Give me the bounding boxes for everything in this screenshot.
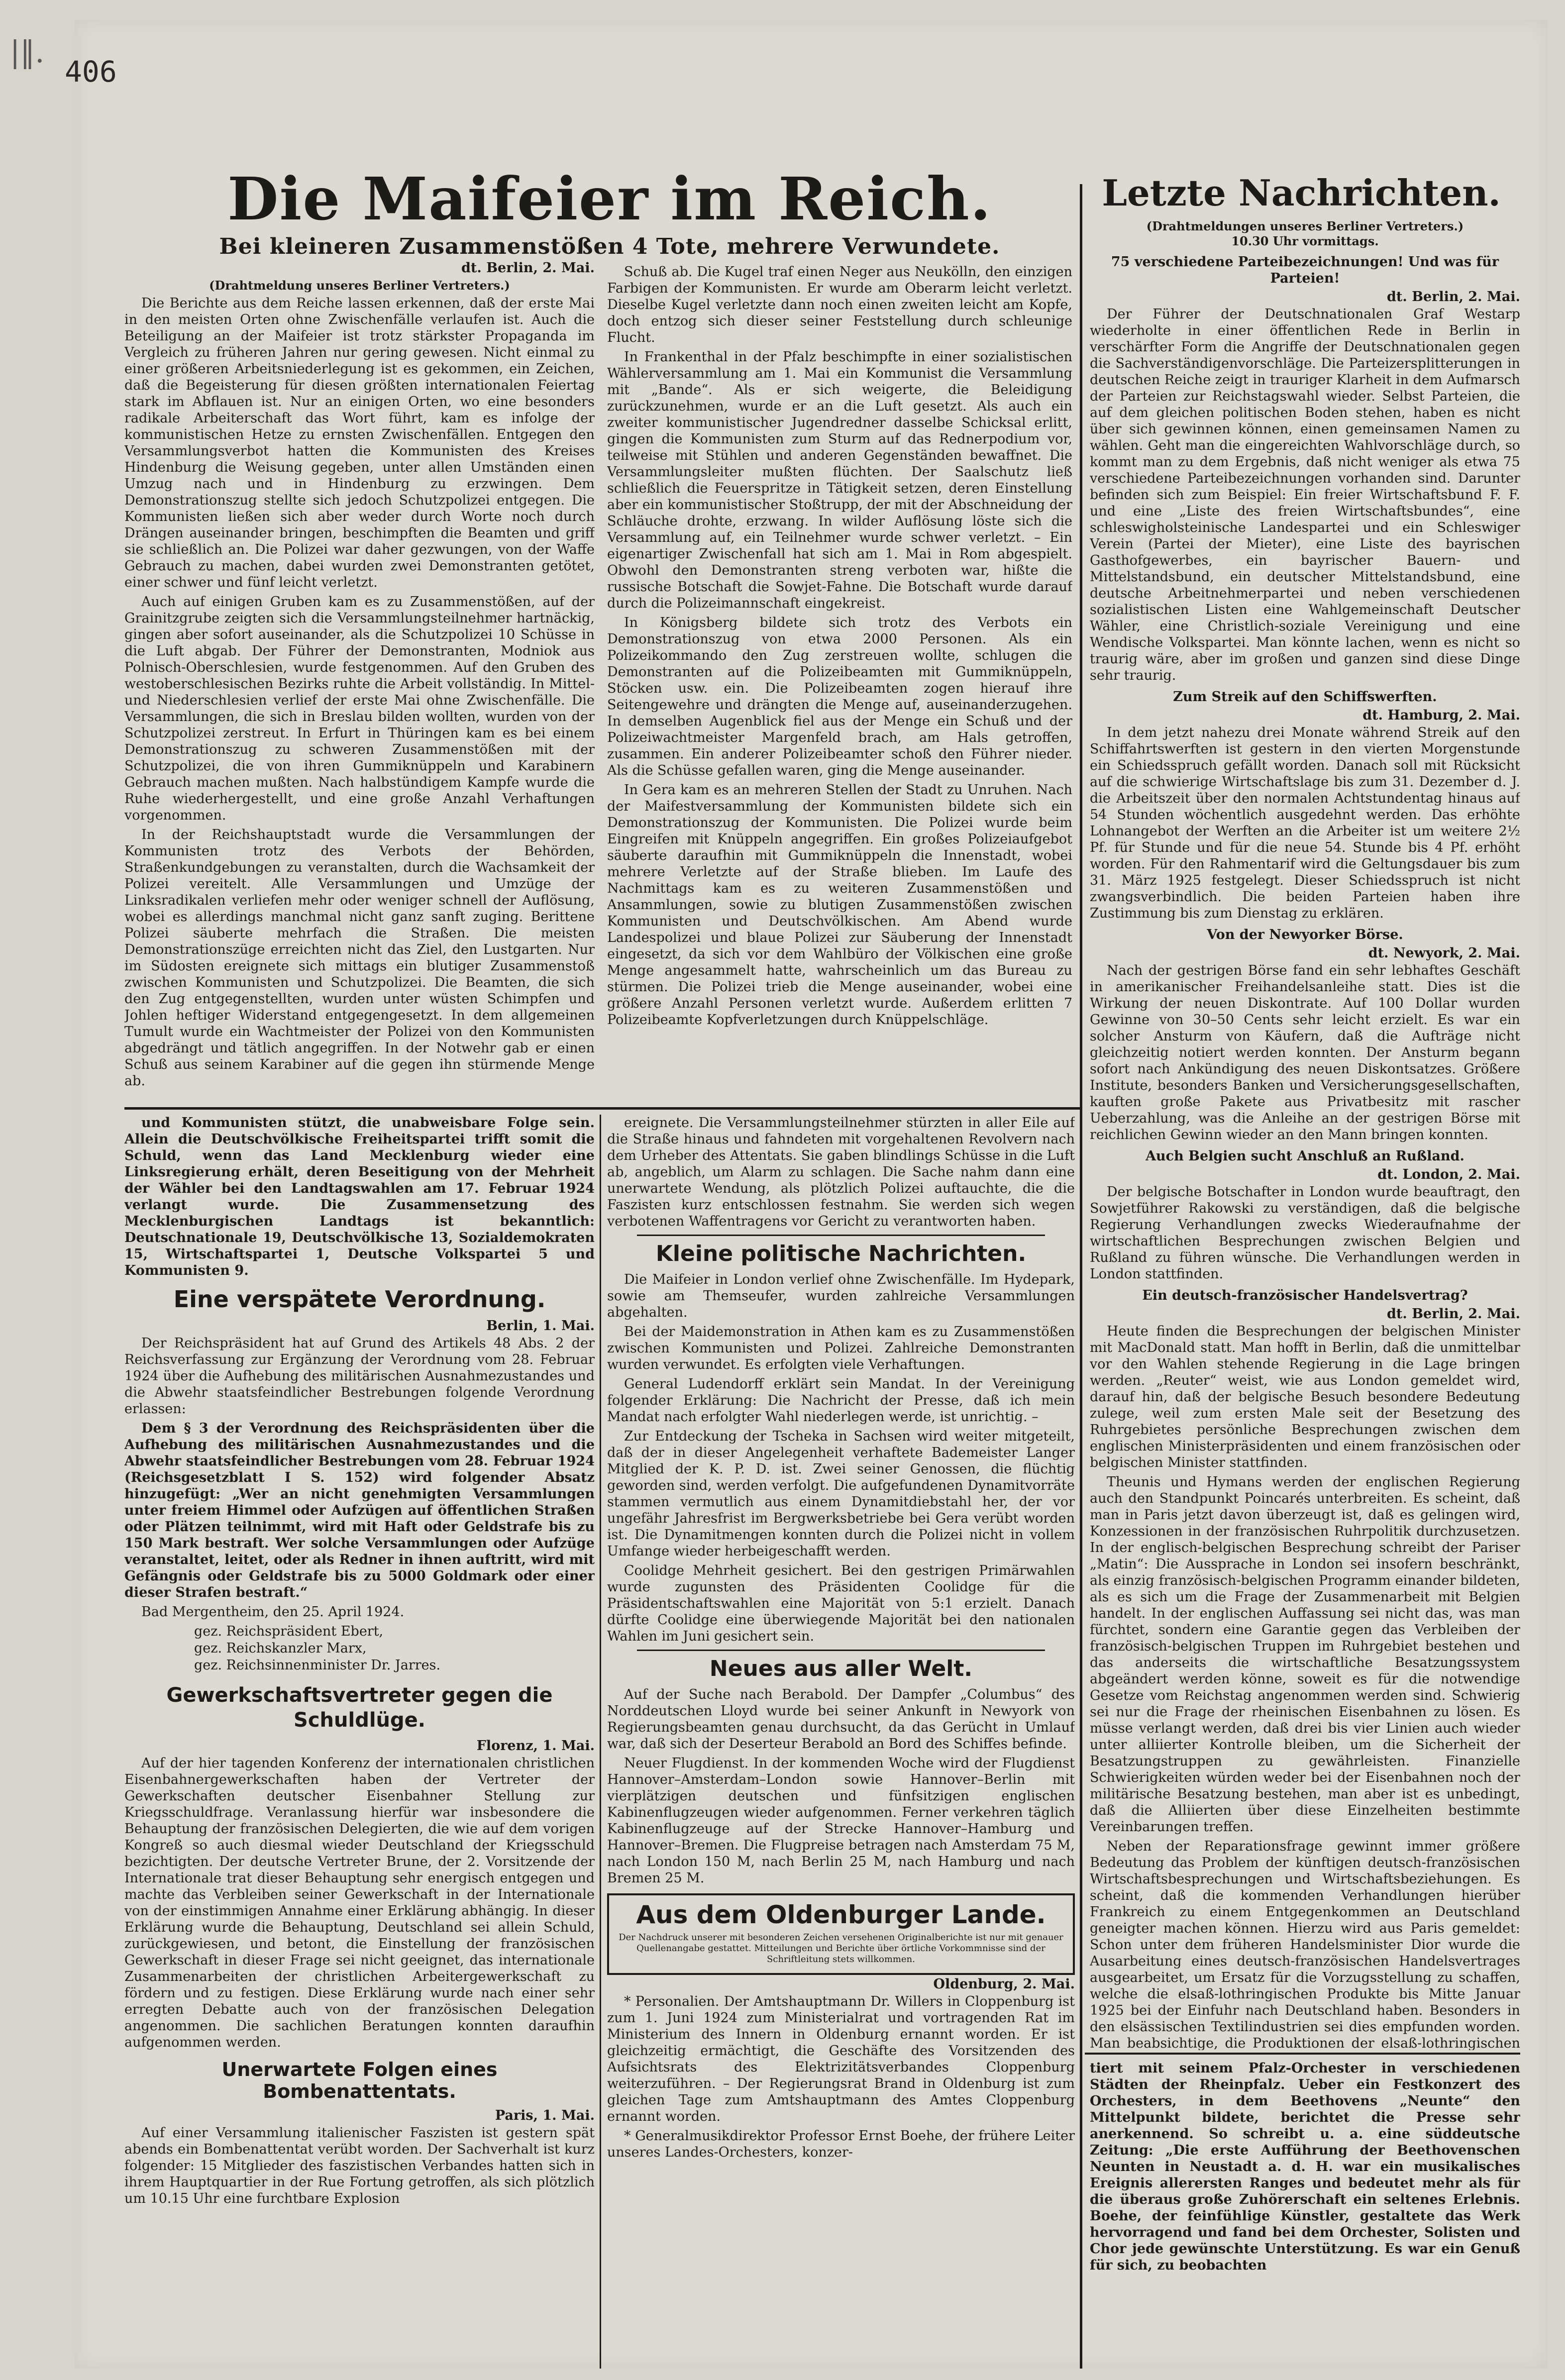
dateline: dt. Hamburg, 2. Mai. <box>1362 708 1520 723</box>
signature: gez. Reichskanzler Marx, <box>194 1641 367 1656</box>
signature: gez. Reichsinnenminister Dr. Jarres. <box>194 1657 441 1673</box>
paragraph: Zur Entdeckung der Tscheka in Sachsen wird weiter mitgeteilt, daß der in dieser Angelegenheit verhaftete Bademeister Langer Mitglied der K. P. D. ist. Zwei seiner Genossen, die flüchtig geworden sind, werden verfolgt. Die aufgefundenen Dynamitvorräte stammen vermutlich aus einem Dynamitdiebstahl her, der vor ungefähr Jahresfrist im Bergwerksbetriebe bei Gera verübt worden ist. Die Dynamitmengen konnten durch die Polizei nicht in vollem Umfange wieder herbeigeschafft werden. <box>607 1429 1075 1559</box>
dateline: dt. London, 2. Mai. <box>1377 1167 1520 1182</box>
paragraph: und Kommunisten stützt, die unabweisbare Folge sein. Allein die Deutschvölkische Freiheitspartei trifft somit die Schuld, wenn das Land Mecklenburg wieder eine Linksregierung erhält, deren Beseitigung von der Mehrheit der Wähler bei den Landtagswahlen am 17. Februar 1924 verlangt wurde. Die Zusammensetzung des Mecklenburgischen Landtags ist bekanntlich: Deutschnationale 19, Deutschvölkische 13, Sozialdemokraten 15, Wirtschaftspartei 1, Deutsche Volkspartei 5 und Kommunisten 9. <box>124 1115 595 1278</box>
section-rule <box>124 1107 1080 1110</box>
dateline: dt. Newyork, 2. Mai. <box>1368 945 1520 961</box>
paragraph: Der Führer der Deutschnationalen Graf Westarp wiederholte in einer öffentlichen Rede in Berlin in verschärfter Form die Angriffe der Deutschnationalen gegen die Sachverständigenvorschläge. Die Parteizersplitterungen in deutschen Reiche zeigt in trauriger Klarheit in dem Aufmarsch der Parteien zur Reichstagswahl wieder. Selbst Parteien, die auf dem gleichen politischen Boden stehen, haben es nicht über sich gewinnen können, einen gemeinsamen Namen zu wählen. Geht man die eingereichten Wahlvorschläge durch, so kommt man zu dem Ergebnis, daß nicht weniger als etwa 75 verschiedene Parteibezeichnungen vorhanden sind. Darunter befinden sich zum Beispiel: Ein freier Wirtschaftsbund F. F. und eine „Liste des freien Wirtschaftsbundes“, eine schleswigholsteinische Landespartei und ein Schleswiger Verein (Partei der Mieter), eine Liste des bayrischen Gasthofgewerbes, ein bayrischer Bauern- und Mittelstandsbund, ein deutscher Mittelstandsbund, eine deutsche Arbeitnehmerpartei und neben verschiedenen sozialistischen Listen eine Wahlgemeinschaft Deutscher Wähler, eine Christlich-soziale Vereinigung und eine Wendische Volkspartei. Man könnte lachen, wenn es nicht so traurig wäre, aber im großen und ganzen sind diese Dinge sehr traurig. <box>1090 307 1520 683</box>
oldenburg-headline: Aus dem Oldenburger Lande. <box>636 1900 1046 1929</box>
paragraph: In der Reichshauptstadt wurde die Versammlungen der Kommunisten trotz des Verbots der Behörden, Straßenkundgebungen zu veranstalten, durch die Wachsamkeit der Polizei vereitelt. Alle Versammlungen und Umzüge der Linksradikalen verliefen mehr oder weniger schnell der Auflösung, wobei es allerdings manchmal nicht ganz sanft zuging. Berittene Polizei säuberte mehrfach die Straßen. Die meisten Demonstrationszüge erreichten nicht das Ziel, den Lustgarten. Nur im Südosten ereignete sich mittags ein blutiger Zusammenstoß zwischen Kommunisten und Schutzpolizei. Die Beamten, die sich den Zug entgegenstellten, wurden unter wüsten Schimpfen und Johlen heftiger Widerstand entgegengesetzt. In dem allgemeinen Tumult wurde ein Wachtmeister der Polizei von den Kommunisten abgedrängt und tätlich angegriffen. In der Notwehr gab er einen Schuß aus seinem Karabiner auf die gegen ihn stürmende Menge ab. <box>124 827 595 1089</box>
paragraph: Schuß ab. Die Kugel traf einen Neger aus Neukölln, den einzigen Farbigen der Kommunisten. Er wurde am Oberarm leicht verletzt. Dieselbe Kugel verletzte dann noch einen zweiten leicht am Kopfe, doch entzog sich dieser seiner Feststellung durch schleunige Flucht. <box>607 264 1072 345</box>
right-subheadline: Zum Streik auf den Schiffswerften. <box>1173 689 1437 705</box>
right-subheadline: Ein deutsch-französischer Handelsvertrag? <box>1142 1288 1468 1303</box>
right-headline: Letzte Nachrichten. <box>1102 172 1501 214</box>
main-source: (Drahtmeldung unseres Berliner Vertreters.) <box>209 278 510 293</box>
lower-left-column <box>124 1115 595 2364</box>
main-article-col2 <box>607 264 1072 1105</box>
bombe-dateline: Paris, 1. Mai. <box>495 2108 595 2123</box>
paragraph: Nach der gestrigen Börse fand ein sehr lebhaftes Geschäft in amerikanischer Freihandelsanleihe statt. Dies ist die Wirkung der neuen Diskontrate. Auf 100 Dollar wurden Gewinne von 30–50 Cents sehr leicht erzielt. Es war ein solcher Ansturm von Käufern, daß die Aufträge nicht gleichzeitig notiert werden konnten. Der Ansturm begann sofort nach Ankündigung des neuen Diskontsatzes. Größere Institute, besonders Banken und Versicherungsgesellschaften, kauften große Pakete aus Privatbesitz mit rascher Ueberzahlung, was die Anleihe an der gestrigen Börse mit reichlichen Gewinn wieder an den Mann bringen konnten. <box>1090 963 1520 1142</box>
oldenburg-box <box>607 1893 1075 1975</box>
divider <box>637 1235 1045 1236</box>
paragraph: In dem jetzt nahezu drei Monate während Streik auf den Schiffahrtswerften ist gestern in den vierten Morgenstunde ein Schiedsspruch gefällt worden. Danach soll mit Rücksicht auf die schwierige Wirtschaftslage bis zum 31. Dezember d. J. die Arbeitszeit über den normalen Achtstundentag hinaus auf 54 Stunden wöchentlich ausgedehnt werden. Das erhöhte Lohnangebot der Werften an die Arbeiter ist um weitere 2½ Pf. für Stunde und für die neue 54. Stunde bis 4 Pf. erhöht worden. Für den Rahmentarif wird die Geltungsdauer bis zum 31. März 1925 festgelegt. Dieser Schiedsspruch ist nicht zwangsverbindlich. Die beiden Parteien haben ihre Zustimmung bis zum Dienstag zu erklären. <box>1090 725 1520 921</box>
divider <box>637 1650 1045 1651</box>
edge-mark: |‖. <box>10 35 45 70</box>
bombe-headline: Unerwartete Folgen eines Bombenattentats. <box>221 2059 498 2102</box>
gewerkschaft-dateline: Florenz, 1. Mai. <box>476 1738 595 1754</box>
paragraph: Neben der Reparationsfrage gewinnt immer größere Bedeutung das Problem der künftigen deutsch-französischen Wirtschaftsbesprechungen und Wirtschaftsbeziehungen. Es scheint, daß die kommenden Verhandlungen hierüber Frankreich zu einem Entgegenkommen an Deutschland geneigter machen können. Hierzu wird aus Paris gemeldet: Schon unter dem früheren Handelsminister Dior wurde die Ausarbeitung eines deutsch-französischen Handelsvertrages ausgearbeitet, um Ersatz für die Vorzugsstellung zu schaffen, welche die elsaß-lothringischen Produkte bis Mitte Januar 1925 bei der Einfuhr nach Deutschland haben. Besonders in den elsässischen Textilindustrien sei dies empfunden worden. Man beabsichtige, die Produktionen der elsaß-lothringischen <box>1090 1839 1520 2050</box>
paragraph: tiert mit seinem Pfalz-Orchester in verschiedenen Städten der Rheinpfalz. Ueber ein Festkonzert des Orchesters, in dem Beethovens „Neunte“ den Mittelpunkt bildete, berichtet die Presse sehr anerkennend. So schreibt u. a. eine süddeutsche Zeitung: „Die erste Aufführung der Beethovenschen Neunten in Neustadt a. d. H. war ein musikalisches Ereignis allerersten Ranges und bedeutet mehr als für die überaus große Zuhörerschaft ein seltenes Erlebnis. Boehe, der feinfühlige Künstler, gestaltete das Werk hervorragend und fand bei dem Orchester, Solisten und Chor jede gewünschte Unterstützung. Es war ein Genuß für sich, zu beobachten <box>1090 2061 1520 2273</box>
paragraph: Der belgische Botschafter in London wurde beauftragt, den Sowjetführer Rakowski zu verständigen, daß die belgische Regierung Verhandlungen zwecks Wiederaufnahme der wirtschaftlichen Besprechungen zwischen Belgien und Rußland zu führen wünsche. Die Verhandlungen werden in London stattfinden. <box>1090 1184 1520 1282</box>
welt-headline: Neues aus aller Welt. <box>709 1656 973 1681</box>
paragraph: Die Berichte aus dem Reiche lassen erkennen, daß der erste Mai in den meisten Orten ohne Zwischenfälle verlaufen ist. Auch die Beteiligung an der Maifeier ist trotz stärkster Propaganda im Vergleich zu früheren Jahren nur gering gewesen. Nicht einmal zu einer größeren Arbeitsniederlegung ist es gekommen, ein Zeichen, daß die Begeisterung für diesen größten internationalen Feiertag stark im Abflauen ist. Nur an einigen Orten, wo eine besonders radikale Arbeiterschaft das Wort führt, kam es infolge der kommunistischen Hetze zu ernsten Zwischenfällen. Entgegen den Versammlungsverbot hatten die Kommunisten des Kreises Hindenburg die Weisung gegeben, unter allen Umständen einen Umzug nach und in Hindenburg zu erzwingen. Dem Demonstrationszug stellte sich jedoch Schutzpolizei entgegen. Die Kommunisten ließen sich aber weder durch Worte noch durch Drängen auseinander bringen, beschimpften die Beamten und griff sie schließlich an. Die Polizei war daher gezwungen, von der Waffe Gebrauch zu machen, dabei wurden zwei Demonstranten getötet, einer schwer und fünf leicht verletzt. <box>124 296 595 590</box>
paragraph: * Personalien. Der Amtshauptmann Dr. Willers in Cloppenburg ist zum 1. Juni 1924 zum Ministerialrat und vortragenden Rat im Ministerium des Innern in Oldenburg ernannt worden. Er ist gleichzeitig ermächtigt, die Geschäfte des Vorsitzenden des Aufsichtsrats des Elektrizitätsverbandes Cloppenburg weiterzuführen. – Der Regierungsrat Brand in Oldenburg ist zum gleichen Tage zum Amtshauptmann des Amtes Cloppenburg ernannt worden. <box>607 1994 1075 2124</box>
paragraph: Auf der hier tagenden Konferenz der internationalen christlichen Eisenbahnergewerkschaften haben der Vertreter der Gewerkschaften deutscher Eisenbahner Stellung zur Kriegsschuldfrage. Veranlassung hierfür war insbesondere die Behauptung der französischen Delegierten, die wie auf dem vorigen Kongreß so auch diesmal wieder Deutschland der Kriegsschuld bezichtigten. Der deutsche Vertreter Brune, der 2. Vorsitzende der Internationale trat dieser Behauptung sehr energisch entgegen und machte das Verbleiben seiner Gewerkschaft in der Internationale von der einstimmigen Annahme einer Erklärung abhängig. In dieser Erklärung wurde die Behauptung, Deutschland sei allein Schuld, zurückgewiesen, und betont, die Einstellung der französischen Gewerkschaft in dieser Frage sei nicht geeignet, das internationale Zusammenarbeiten der christlichen Arbeitergewerkschaft zu fördern und zu festigen. Diese Erklärung wurde nach einer sehr erregten Debatte auch von der französischen Delegation angenommen. Die sachlichen Beratungen konnten daraufhin aufgenommen werden. <box>124 1756 595 2050</box>
right-time: 10.30 Uhr vormittags. <box>1231 234 1379 248</box>
dateline: dt. Berlin, 2. Mai. <box>1387 1306 1520 1322</box>
paragraph: In Königsberg bildete sich trotz des Verbots ein Demonstrationszug von etwa 2000 Personen. Als ein Polizeikommando den Zug zerstreuen wollte, schlugen die Demonstranten auf die Polizeibeamten mit Gummiknüppeln, Stöcken usw. ein. Die Polizeibeamten zogen hierauf ihre Seitengewehre und drängten die Menge auf, auseinanderzugehen. In demselben Augenblick fiel aus der Menge ein Schuß und der Polizeiwachtmeister Margenfeld brach, am Hals getroffen, zusammen. Ein anderer Polizeibeamter schoß den Führer nieder. Als die Schüsse gefallen waren, ging die Menge auseinander. <box>607 615 1072 778</box>
right-subheadline: Auch Belgien sucht Anschluß an Rußland. <box>1146 1148 1464 1164</box>
paragraph: Die Maifeier in London verlief ohne Zwischenfälle. Im Hydepark, sowie am Themseufer, wurden zahlreiche Versammlungen abgehalten. <box>607 1272 1075 1320</box>
paragraph: Auf der Suche nach Berabold. Der Dampfer „Columbus“ des Norddeutschen Lloyd wurde bei seiner Ankunft in Newyork von Regierungsbeamten genau durchsucht, da das Gerücht in Umlauf war, daß sich der Deserteur Berabold an Bord des Schiffes befinde. <box>607 1687 1075 1752</box>
verordnung-dateline: Berlin, 1. Mai. <box>486 1318 595 1334</box>
page-number: 406 <box>65 55 117 89</box>
main-subheadline: Bei kleineren Zusammenstößen 4 Tote, mehrere Verwundete. <box>219 234 1000 259</box>
oldenburg-note: Der Nachdruck unserer mit besonderen Zeichen versehenen Originalberichte ist nur mit genauer Quellenangabe gestattet. Mitteilungen und Berichte über örtliche Vorkommnisse sind der Schriftleitung stets willkommen. <box>619 1932 1063 1965</box>
paragraph: Neuer Flugdienst. In der kommenden Woche wird der Flugdienst Hannover–Amsterdam–London sowie Hannover–Berlin mit vierplätzigen deutschen und fünfsitzigen englischen Kabinenflugzeugen wieder aufgenommen. Ferner verkehren täglich Kabinenflugzeuge auf der Strecke Hannover–Hamburg und Hannover–Bremen. Die Flugpreise betragen nach Amsterdam 75 M, nach London 150 M, nach Berlin 25 M, nach Hamburg und nach Bremen 25 M. <box>607 1756 1075 1886</box>
paragraph: In Frankenthal in der Pfalz beschimpfte in einer sozialistischen Wählerversammlung am 1. Mai ein Kommunist die Versammlung mit „Bande“. Als er sich weigerte, die Beleidigung zurückzunehmen, wurde er an die Luft gesetzt. Als auch ein zweiter kommunistischer Jugendredner dasselbe Schicksal erlitt, gingen die Kommunisten zum Sturm auf das Rednerpodium vor, teilweise mit Stühlen und anderen Gegenständen bewaffnet. Die Versammlungsleiter mußten flüchten. Der Saalschutz ließ schließlich die Feuerspritze in Tätigkeit setzen, deren Einstellung aber ein kommunistischer Stoßtrupp, der mit der Abschneidung der Schläuche drohte, erzwang. In wilder Auflösung löste sich die Versammlung auf, ein Teilnehmer wurde schwer verletzt. – Ein eigenartiger Zwischenfall hat sich am 1. Mai in Rom abgespielt. Obwohl den Demonstranten streng verboten war, hißte die russische Botschaft die Sowjet-Fahne. Die Botschaft wurde darauf durch die Polizeimannschaft eingekreist. <box>607 349 1072 611</box>
lower-middle-column <box>607 1115 1075 2364</box>
paragraph: ereignete. Die Versammlungsteilnehmer stürzten in aller Eile auf die Straße hinaus und fahndeten mit vorgehaltenen Revolvern nach dem Urheber des Attentats. Sie gaben blindlings Schüsse in die Luft ab, angeblich, um Alarm zu schlagen. Die Sache nahm dann eine unerwartete Wendung, als plötzlich Polizei auftauchte, die die Faszisten kurz entschlossen festnahm. Sie werden sich wegen verbotenen Waffentragens vor Gericht zu verantworten haben. <box>607 1115 1075 1229</box>
paragraph: Dem § 3 der Verordnung des Reichspräsidenten über die Aufhebung des militärischen Ausnahmezustandes und die Abwehr staatsfeindlicher Bestrebungen vom 28. Februar 1924 (Reichsgesetzblatt I S. 152) wird folgender Absatz hinzugefügt: „Wer an nicht genehmigten Versammlungen unter freiem Himmel oder Aufzügen auf öffentlichen Straßen oder Plätzen teilnimmt, wird mit Haft oder Geldstrafe bis zu 150 Mark bestraft. Wer solche Versammlungen oder Aufzüge veranstaltet, leitet, oder als Redner in ihnen auftritt, wird mit Gefängnis oder Geldstrafe bis zu 5000 Goldmark oder einer dieser Strafen bestraft.“ <box>124 1421 595 1600</box>
right-column <box>1090 219 1520 2050</box>
right-bottom-column <box>1090 2060 1520 2364</box>
paragraph: Heute finden die Besprechungen der belgischen Minister mit MacDonald statt. Man hofft in Berlin, daß die unmittelbar vor den Wahlen stehende Regierung in die Lage bringen werden. „Reuter“ weist, wie aus London gemeldet wird, darauf hin, daß der belgische Besuch besondere Bedeutung zulege, weil zum ersten Male seit der Besetzung des Ruhrgebietes persönliche Besprechungen zwischen dem englischen Ministerpräsidenten und einem französischen oder belgischen Minister stattfinden. <box>1090 1324 1520 1470</box>
main-headline: Die Maifeier im Reich. <box>227 164 992 233</box>
column-rule-lower-mid <box>600 1115 601 2369</box>
right-subheadline: Von der Newyorker Börse. <box>1207 927 1403 942</box>
right-subheadline: 75 verschiedene Parteibezeichnungen! Und was für Parteien! <box>1111 254 1499 286</box>
gewerkschaft-headline: Gewerkschaftsvertreter gegen die Schuldlüge. <box>166 1684 553 1732</box>
main-article-col1 <box>124 259 595 1102</box>
right-source: (Drahtmeldungen unseres Berliner Vertreters.) <box>1146 219 1464 233</box>
main-dateline: dt. Berlin, 2. Mai. <box>461 260 595 276</box>
paragraph: Coolidge Mehrheit gesichert. Bei den gestrigen Primärwahlen wurde zugunsten des Präsidenten Coolidge für die Präsidentschaftswahlen eine Majorität von 5:1 erzielt. Danach dürfte Coolidge eine überwiegende Majorität bei den nationalen Wahlen im Juni gesichert sein. <box>607 1563 1075 1644</box>
paragraph: Theunis und Hymans werden der englischen Regierung auch den Standpunkt Poincarés unterbreiten. Es scheint, daß man in Paris jetzt davon überzeugt ist, daß es gelingen wird, Konzessionen in der französischen Ruhrpolitik durchzusetzen. In der englisch-belgischen Besprechung schreibt der Pariser „Matin“: Die Aussprache in London sei insofern beschränkt, als einzig französisch-belgischen Programm einander bildeten, als es sich um die Frage der Zusammenarbeit mit Belgien handelt. In der englischen Auffassung sei nicht das, was man fürchtet, sondern eine Garantie gegen das Verbleiben der französisch-belgischen Truppen im Ruhrgebiet bestehen und das anderseits die wirtschaftliche Besatzungssystem abgeändert werden könne, soweit es für die notwendige Gesetze vom Reichstag angenommen werden sind. Schwierig sei nur die Frage der rheinischen Eisenbahnen zu lösen. Es müsse verlangt werden, daß drei bis vier Linien auch wieder unter alliierter Kontrolle bleiben, um die Sicherheit der Besatzungstruppen zu gewährleisten. Finanzielle Schwierigkeiten würden weder bei der Eisenbahnen noch der militärische Besatzung bestehen, man aber ist es unbedingt, daß die Alliierten über diese Einzelheiten bestimmte Vereinbarungen treffen. <box>1090 1474 1520 1835</box>
right-bottom-rule <box>1085 2053 1520 2055</box>
dateline: dt. Berlin, 2. Mai. <box>1387 289 1520 305</box>
oldenburg-dateline: Oldenburg, 2. Mai. <box>933 1976 1075 1992</box>
paragraph: * Generalmusikdirektor Professor Ernst Boehe, der frühere Leiter unseres Landes-Orchesters, konzer- <box>607 2128 1075 2160</box>
politik-headline: Kleine politische Nachrichten. <box>655 1241 1027 1266</box>
paragraph: In Gera kam es an mehreren Stellen der Stadt zu Unruhen. Nach der Maifestversammlung der Kommunisten bildete sich ein Demonstrationszug der Kommunisten. Die Polizei wurde beim Eingreifen mit Knüppeln angegriffen. Ein großes Polizeiaufgebot säuberte daraufhin mit Gummiknüppeln die Innenstadt, wobei mehrere Verletzte auf der Straße blieben. Im Laufe des Nachmittags kam es zu weiteren Zusammenstößen und Ansammlungen, sowie zu blutigen Zusammenstößen zwischen Kommunisten und Deutschvölkischen. Am Abend wurde Landespolizei und blaue Polizei zur Säuberung der Innenstadt eingesetzt, da sich vor dem Wahlbüro der Völkischen eine große Menge angesammelt hatte, wahrscheinlich um das Bureau zu stürmen. Die Polizei trieb die Menge auseinander, wobei eine größere Anzahl Personen verletzt wurde. Außerdem erlitten 7 Polizeibeamte Kopfverletzungen durch Knüppelschläge. <box>607 782 1072 1028</box>
column-rule-right <box>1080 184 1082 2369</box>
paragraph: Bei der Maidemonstration in Athen kam es zu Zusammenstößen zwischen Kommunisten und Polizei. Zahlreiche Demonstranten wurden verwundet. Es erfolgten viele Verhaftungen. <box>607 1324 1075 1372</box>
paragraph: Auch auf einigen Gruben kam es zu Zusammenstößen, auf der Grainitzgrube zeigten sich die Versammlungsteilnehmer hartnäckig, gingen aber sofort auseinander, als die Schutzpolizei 10 Schüsse in die Luft abgab. Der Führer der Demonstranten, Modniok aus Polnisch-Oberschlesien, wurde festgenommen. Auf den Gruben des westoberschlesischen Bezirks ruhte die Arbeit vollständig. In Mittel- und Niederschlesien verlief der erste Mai ohne Zwischenfälle. Die Versammlungen, die sich in Breslau bilden wollten, wurden von der Schutzpolizei zerstreut. In Erfurt in Thüringen kam es bei einem Demonstrationszug zu schweren Zusammenstößen mit der Schutzpolizei, die von ihren Gummiknüppeln und Karabinern Gebrauch machen mußten. Nach halbstündigem Kampfe wurde die Ruhe wiederhergestellt, und eine große Anzahl Verhaftungen vorgenommen. <box>124 594 595 823</box>
verordnung-headline: Eine verspätete Verordnung. <box>173 1286 546 1313</box>
paragraph: Bad Mergentheim, den 25. April 1924. <box>141 1604 405 1620</box>
paragraph: Auf einer Versammlung italienischer Faszisten ist gestern spät abends ein Bombenattentat verübt worden. Der Sachverhalt ist kurz folgender: 15 Mitglieder des faszistischen Verbandes hatten sich in ihrem Hauptquartier in der Rue Fortung getroffen, als sich plötzlich um 10.15 Uhr eine furchtbare Explosion <box>124 2125 595 2206</box>
paragraph: Der Reichspräsident hat auf Grund des Artikels 48 Abs. 2 der Reichsverfassung zur Ergänzung der Verordnung vom 28. Februar 1924 über die Aufhebung des militärischen Ausnahmezustandes und die Abwehr staatsfeindlicher Bestrebungen folgende Verordnung erlassen: <box>124 1336 595 1417</box>
paragraph: General Ludendorff erklärt sein Mandat. In der Vereinigung folgender Erklärung: Die Nachricht der Presse, daß ich mein Mandat nach erfolgter Wahl niederlegen werde, ist unrichtig. – <box>607 1376 1075 1425</box>
signature: gez. Reichspräsident Ebert, <box>194 1624 384 1639</box>
